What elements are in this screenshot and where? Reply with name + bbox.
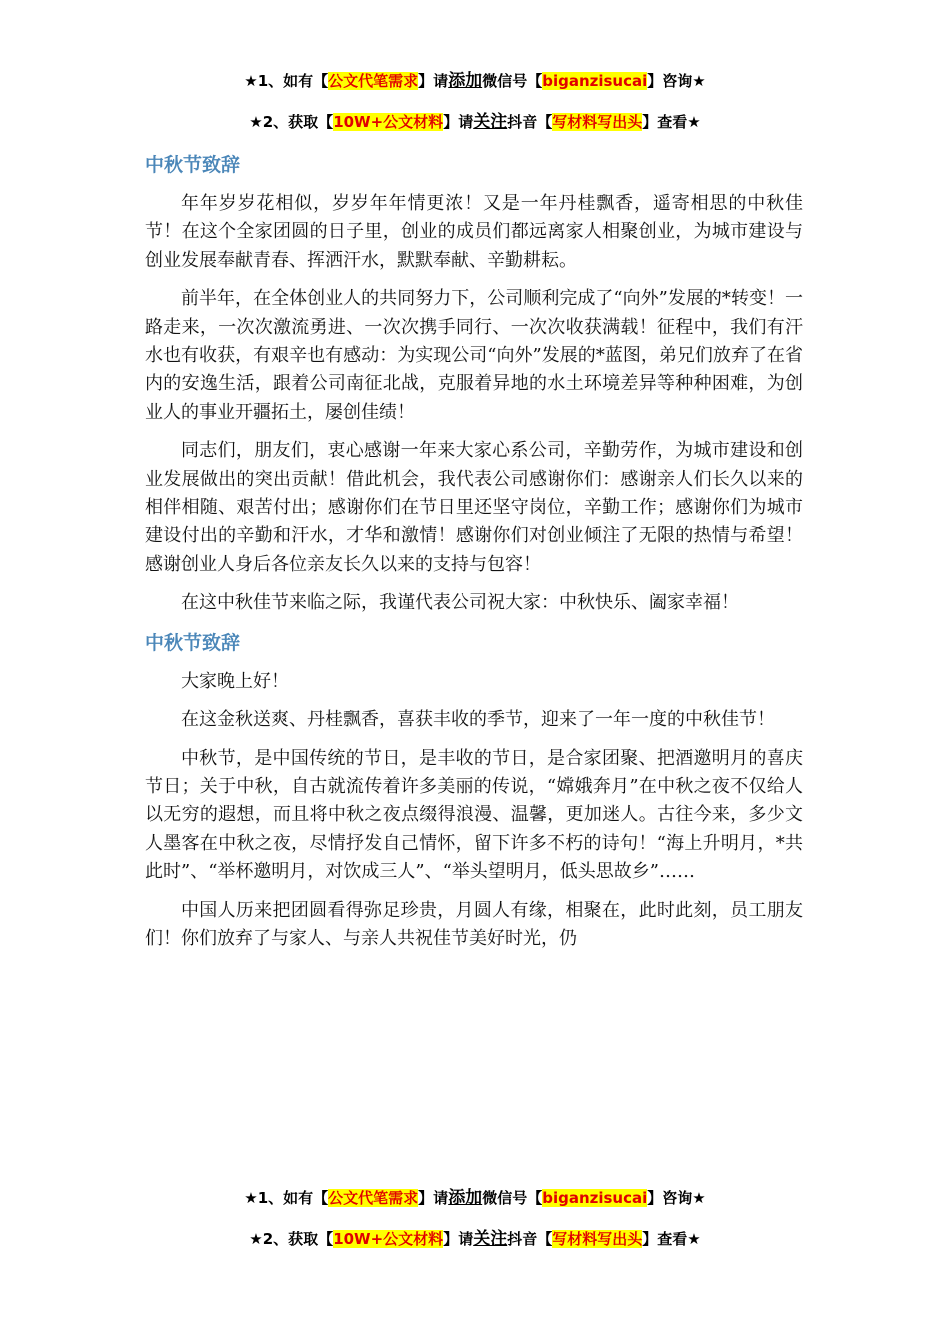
- banner-highlight: 10W+公文材料: [333, 1230, 444, 1248]
- banner-text: 抖音【: [507, 113, 553, 131]
- banner-highlight: 写材料写出头: [552, 1230, 643, 1248]
- banner-highlight: biganzisucai: [542, 72, 648, 90]
- paragraph: 中秋节，是中国传统的节日，是丰收的节日，是合家团聚、把酒邀明月的喜庆节日；关于中秋，自古就流传着许多美丽的传说，“嫦娥奔月”在中秋之夜不仅给人以无穷的遐想，而且将中秋之夜点缀得浪漫、温馨，更加迷人。古往今来，多少文人墨客在中秋之夜，尽情抒发自己情怀，留下许多不朽的诗句！“海上升明月，*共此时”、“举杯邀明月，对饮成三人”、“举头望明月，低头思故乡”……: [145, 747, 803, 883]
- paragraph: 在这金秋送爽、丹桂飘香，喜获丰收的季节，迎来了一年一度的中秋佳节！: [181, 709, 775, 731]
- banner-highlight: 写材料写出头: [552, 113, 643, 131]
- banner-text: 】请: [443, 113, 474, 131]
- banner-text: 】查看★: [642, 113, 701, 131]
- paragraph: 大家晚上好！: [181, 670, 289, 692]
- paragraph: 在这中秋佳节来临之际，我谨代表公司祝大家：中秋快乐、阖家幸福！: [181, 592, 739, 614]
- banner-highlight: 公文代笔需求: [328, 72, 419, 90]
- section-heading: 中秋节致辞: [145, 154, 241, 176]
- section-1: [145, 150, 803, 618]
- banner-text: ★2、获取【: [249, 113, 334, 131]
- banner-underline: 添加: [448, 71, 483, 91]
- banner-highlight: 公文代笔需求: [328, 1189, 419, 1207]
- banner-underline: 添加: [448, 1188, 483, 1208]
- banner-text: 微信号【: [482, 1189, 543, 1207]
- banner-underline: 关注: [473, 112, 508, 132]
- paragraph: 同志们，朋友们，衷心感谢一年来大家心系公司，辛勤劳作，为城市建设和创业发展做出的突出贡献！借此机会，我代表公司感谢你们：感谢亲人们长久以来的相伴相随、艰苦付出；感谢你们在节日里还坚守岗位，辛勤工作；感谢你们为城市建设付出的辛勤和汗水，才华和激情！感谢你们对创业倾注了无限的热情与希望！感谢创业人身后各位亲友长久以来的支持与包容！: [145, 440, 803, 575]
- banner-text: ★1、如有【: [244, 72, 329, 90]
- banner-text: 微信号【: [482, 72, 543, 90]
- banner-text: ★1、如有【: [244, 1189, 329, 1207]
- footer-banner-line-2: [0, 1228, 950, 1250]
- header-banner-line-2: [0, 111, 950, 133]
- footer-banner-line-1: [0, 1187, 950, 1209]
- banner-text: 】请: [418, 1189, 449, 1207]
- paragraph: 年年岁岁花相似，岁岁年年情更浓！又是一年丹桂飘香，遥寄相思的中秋佳节！在这个全家团圆的日子里，创业的成员们都远离家人相聚创业，为城市建设与创业发展奉献青春、挥洒汗水，默默奉献、辛勤耕耘。: [145, 193, 803, 271]
- banner-text: 】咨询★: [647, 72, 706, 90]
- document-body: [145, 150, 803, 963]
- paragraph: 前半年，在全体创业人的共同努力下，公司顺利完成了“向外”发展的*转变！一路走来，一次次激流勇进、一次次携手同行、一次次收获满载！征程中，我们有汗水也有收获，有艰辛也有感动：为实现公司“向外”发展的*蓝图，弟兄们放弃了在省内的安逸生活，跟着公司南征北战，克服着异地的水土环境差异等种种困难，为创业人的事业开疆拓土，屡创佳绩！: [145, 288, 803, 423]
- header-banner-line-1: [0, 70, 950, 92]
- banner-underline: 关注: [473, 1229, 508, 1249]
- section-2: [145, 628, 803, 954]
- paragraph: 中国人历来把团圆看得弥足珍贵，月圆人有缘，相聚在，此时此刻，员工朋友们！你们放弃了与家人、与亲人共祝佳节美好时光，仍: [145, 899, 803, 949]
- banner-highlight: 10W+公文材料: [333, 113, 444, 131]
- banner-text: ★2、获取【: [249, 1230, 334, 1248]
- banner-highlight: biganzisucai: [542, 1189, 648, 1207]
- banner-text: 】请: [443, 1230, 474, 1248]
- banner-text: 】咨询★: [647, 1189, 706, 1207]
- section-heading: 中秋节致辞: [145, 631, 241, 654]
- banner-text: 抖音【: [507, 1230, 553, 1248]
- banner-text: 】查看★: [642, 1230, 701, 1248]
- banner-text: 】请: [418, 72, 449, 90]
